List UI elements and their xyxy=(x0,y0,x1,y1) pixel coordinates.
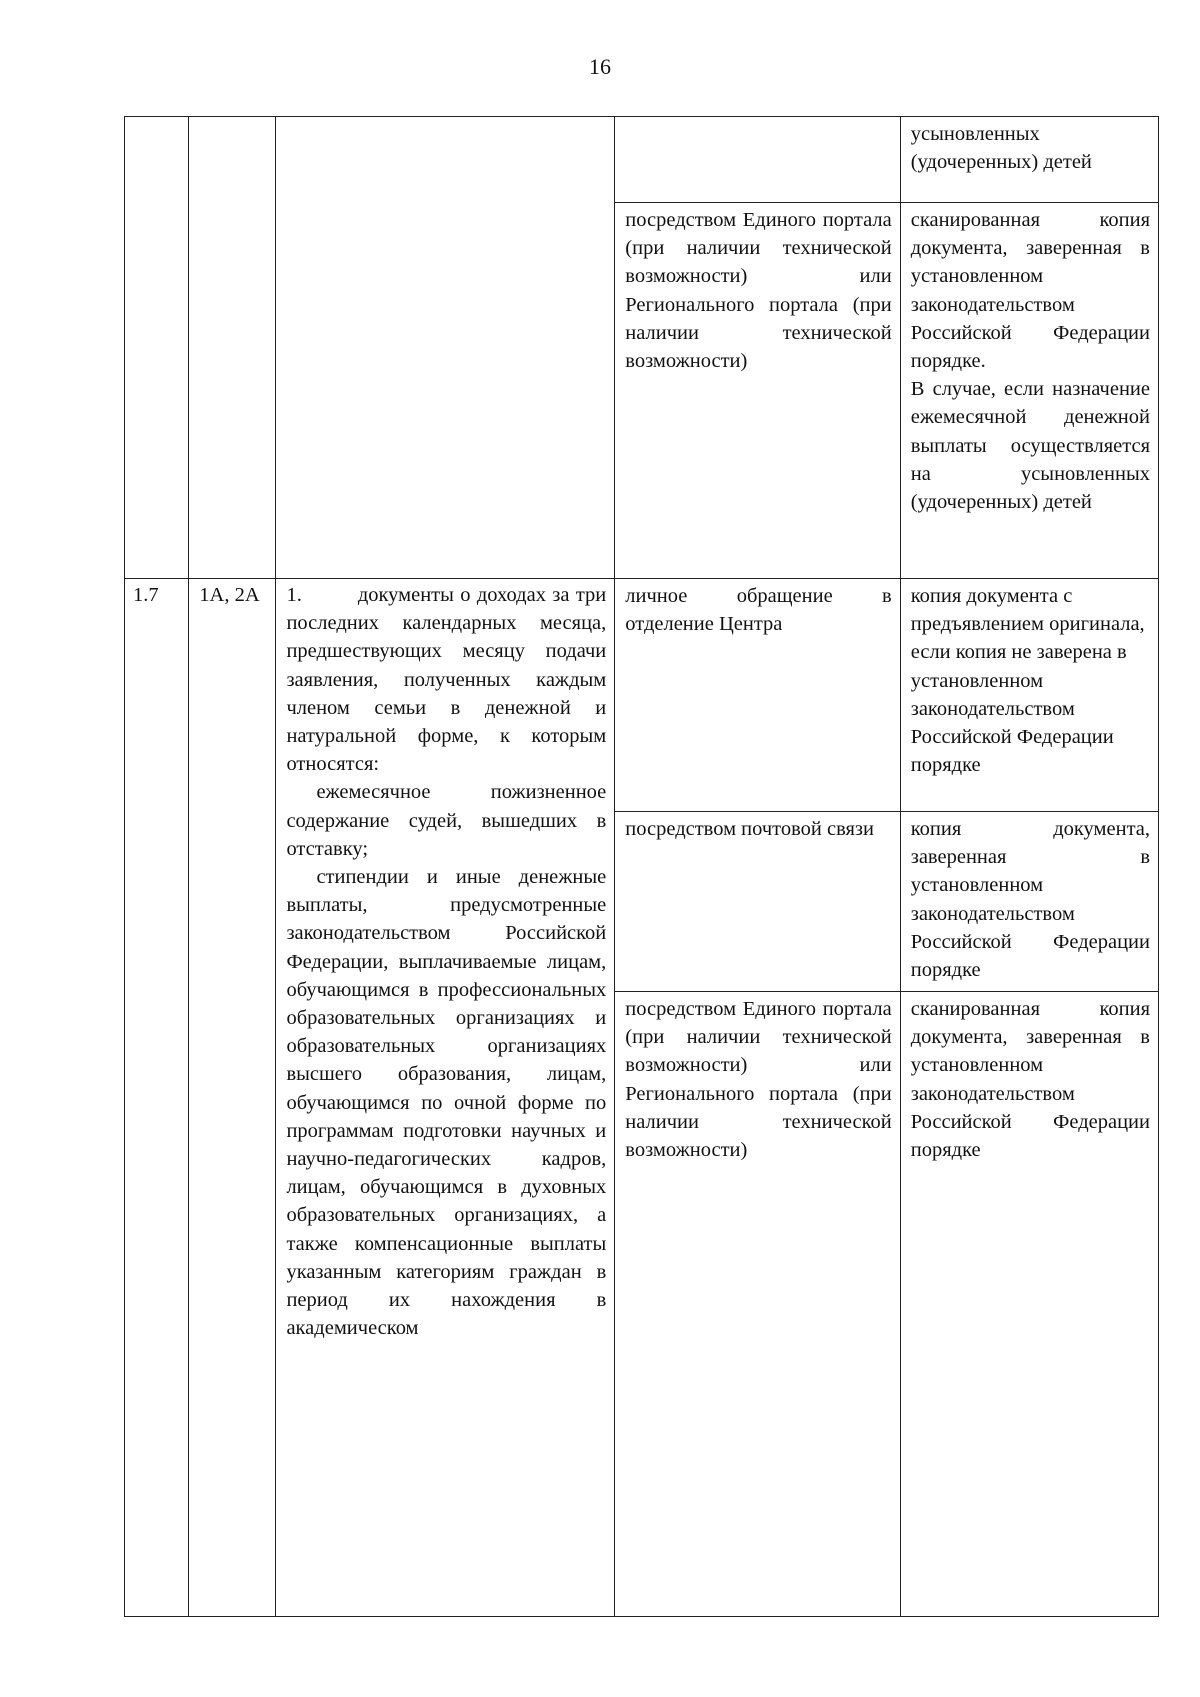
method-text: посредством Единого портала (при наличии технической возможности) или Регионального портала (при наличии технической возможности) xyxy=(625,209,892,373)
cell-form xyxy=(900,812,1158,992)
form-text: сканированная копия документа, заверенная в установленном законодательством Российской Федерации порядке. xyxy=(910,209,1150,373)
table-row xyxy=(125,579,1159,812)
form-text: копия документа с предъявлением оригинала, если копия не заверена в установленном законодательством Российской Федерации порядке xyxy=(910,585,1145,777)
documents-intro-text: документы о доходах за три последних календарных месяца, предшествующих месяцу подачи заявления, полученных каждым членом семьи в денежной и натуральной форме, к которым относятся: xyxy=(286,584,607,776)
method-text: посредством Единого портала (при наличии технической возможности) или Регионального портала (при наличии технической возможности) xyxy=(625,998,892,1162)
method-text: посредством почтовой связи xyxy=(625,818,875,840)
cell-method-cont-b xyxy=(615,203,900,579)
cell-documents xyxy=(276,579,615,1617)
form-text-note: В случае, если назначение ежемесячной денежной выплаты осуществляется на усыновленных (удочеренных) детей xyxy=(910,378,1150,514)
cell-form xyxy=(900,579,1158,812)
cell-form-cont-b xyxy=(900,203,1158,579)
cell-method-cont-a xyxy=(615,117,900,203)
form-text: усыновленных (удочеренных) детей xyxy=(910,123,1092,174)
documents-item: стипендии и иные денежные выплаты, предусмотренные законодательством Российской Федерации, выплачиваемые лицам, обучающимся в профессиональных образовательных организациях и образовательных организациях высшего образования, лицам, обучающимся по очной форме по программам подготовки научных и научно-педагогических кадров, лицам, обучающимся в духовных образовательных организациях, а также компенсационные выплаты указанным категориям граждан в период их нахождения в академическом xyxy=(286,866,607,1340)
documents-number: 1. xyxy=(286,584,302,606)
cell-method xyxy=(615,812,900,992)
row-code: 1А, 2А xyxy=(199,584,260,606)
cell-form xyxy=(900,992,1158,1617)
page-number: 16 xyxy=(589,54,611,79)
form-text: копия документа, заверенная в установленном законодательством Российской Федерации порядке xyxy=(910,818,1150,982)
row-number: 1.7 xyxy=(133,584,159,606)
documents-table xyxy=(124,116,1159,1617)
cell-number-cont xyxy=(125,117,189,579)
cell-documents-cont xyxy=(276,117,615,579)
form-text: сканированная копия документа, заверенная в установленном законодательством Российской Федерации порядке xyxy=(910,998,1150,1162)
cell-code xyxy=(189,579,276,1617)
documents-intro xyxy=(286,581,606,778)
cell-method xyxy=(615,579,900,812)
method-text: личное обращение в отделение Центра xyxy=(625,585,892,636)
table-row xyxy=(125,117,1159,203)
cell-method xyxy=(615,992,900,1617)
cell-form-cont-a xyxy=(900,117,1158,203)
documents-item: ежемесячное пожизненное содержание судей, вышедших в отставку; xyxy=(286,781,607,860)
cell-number xyxy=(125,579,189,1617)
cell-code-cont xyxy=(189,117,276,579)
